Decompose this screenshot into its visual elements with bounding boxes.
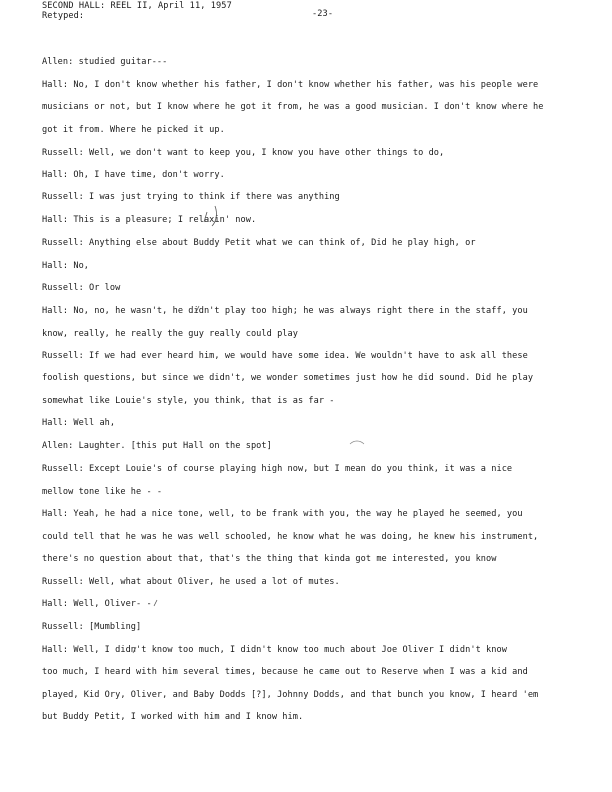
- transcript-line: Russell: Except Louie's of course playing high now, but I mean do you think, it was a nice: [42, 464, 513, 474]
- transcript-line: got it from. Where he picked it up.: [42, 125, 225, 135]
- transcript-line: Allen: studied guitar---: [42, 57, 168, 67]
- transcript-line: but Buddy Petit, I worked with him and I know him.: [42, 712, 304, 722]
- transcript-line: Hall: No,: [42, 261, 90, 271]
- transcript-line: Russell: Or low: [42, 283, 121, 293]
- transcript-line: Hall: Well, Oliver- -: [42, 599, 152, 609]
- transcript-line: Hall: Well, I didn't know too much, I didn't know too much about Joe Oliver I didn't know: [42, 645, 507, 655]
- transcript-line: Hall: This is a pleasure; I relaxin' now.: [42, 215, 257, 225]
- transcript-line: Hall: No, no, he wasn't, he didn't play too high; he was always right there in the staff, you: [42, 306, 528, 316]
- transcript-line: Hall: Well ah,: [42, 418, 116, 428]
- transcript-line: too much, I heard with him several times, because he came out to Reserve when I was a kid and: [42, 667, 528, 677]
- transcript-line: somewhat like Louie's style, you think, that is as far -: [42, 396, 335, 406]
- transcript-line: Russell: Anything else about Buddy Petit what we can think of, Did he play high, or: [42, 238, 476, 248]
- transcript-line: Hall: Yeah, he had a nice tone, well, to be frank with you, the way he played he seemed, you: [42, 509, 523, 519]
- series-header: SECOND HALL: REEL II, April 11, 1957: [42, 1, 232, 11]
- transcript-line: Hall: No, I don't know whether his father, I don't know whether his father, was his people were: [42, 80, 539, 90]
- transcript-line: there's no question about that, that's the thing that kinda got me interested, you know: [42, 554, 497, 564]
- transcript-line: Hall: Oh, I have time, don't worry.: [42, 170, 225, 180]
- transcript-line: played, Kid Ory, Oliver, and Baby Dodds [?], Johnny Dodds, and that bunch you know, I heard 'em: [42, 690, 539, 700]
- transcript-line: Allen: Laughter. [this put Hall on the spot]: [42, 441, 272, 451]
- transcript-line: mellow tone like he - -: [42, 487, 163, 497]
- transcript-line: foolish questions, but since we didn't, we wonder sometimes just how he did sound. Did he play: [42, 373, 534, 383]
- transcript-line: know, really, he really the guy really could play: [42, 329, 298, 339]
- transcript-line: Russell: Well, what about Oliver, he used a lot of mutes.: [42, 577, 340, 587]
- transcript-line: Russell: If we had ever heard him, we would have some idea. We wouldn't have to ask all these: [42, 351, 528, 361]
- transcript-line: Russell: [Mumbling]: [42, 622, 142, 632]
- transcript-line: could tell that he was he was well schooled, he know what he was doing, he knew his instrument,: [42, 532, 539, 542]
- transcript-line: musicians or not, but I know where he got it from, he was a good musician. I don't know where he: [42, 102, 544, 112]
- page-number: -23-: [312, 9, 334, 19]
- transcript-line: Russell: Well, we don't want to keep you, I know you have other things to do,: [42, 148, 445, 158]
- retyped-label: Retyped:: [42, 11, 85, 21]
- transcript-line: Russell: I was just trying to think if there was anything: [42, 192, 340, 202]
